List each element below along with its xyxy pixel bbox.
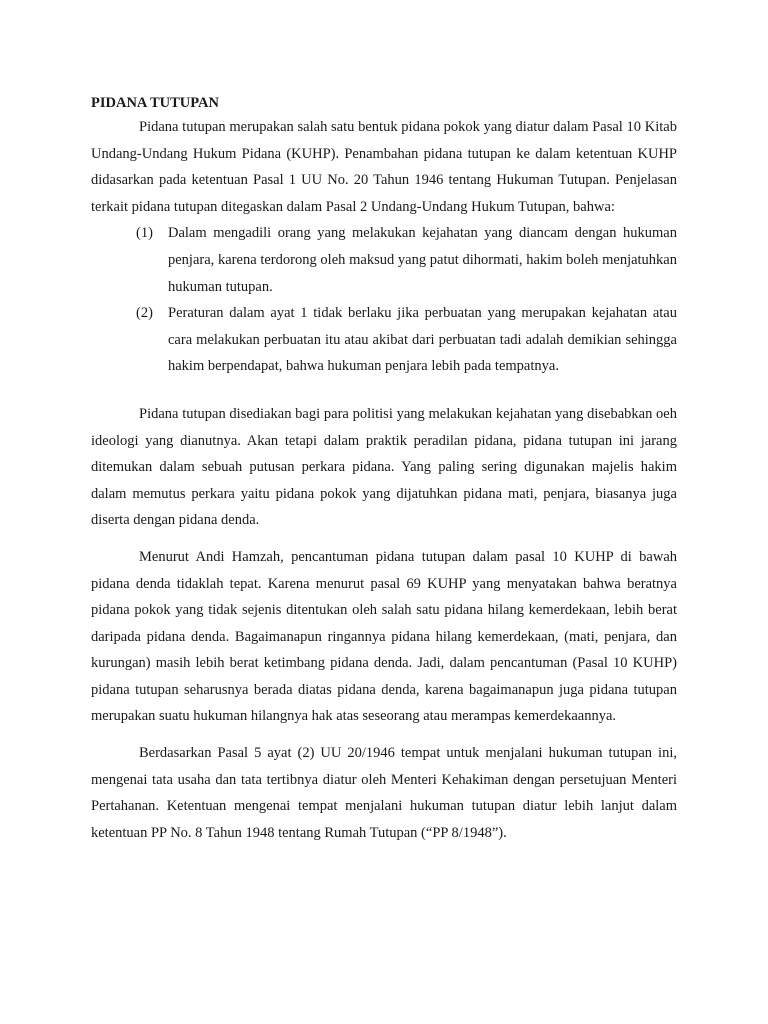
paragraph-2: Pidana tutupan disediakan bagi para politisi yang melakukan kejahatan yang disebabkan oeh ideologi yang dianutnya. Akan tetapi dalam praktik peradilan pidana, pidana tutupan ini jarang ditemukan dalam sebuah putusan perkara pidana. Yang paling sering digunakan majelis hakim dalam memutus perkara yaitu pidana pokok yang dijatuhkan pidana mati, penjara, biasanya juga diserta dengan pidana denda. bbox=[91, 405, 677, 529]
paragraph-3: Menurut Andi Hamzah, pencantuman pidana tutupan dalam pasal 10 KUHP di bawah pidana denda tidaklah tepat. Karena menurut pasal 69 KUHP yang menyatakan bahwa beratnya pidana pokok yang tidak sejenis ditentukan oleh salah satu pidana hilang kemerdekaan, lebih berat daripada pidana denda. Bagaimanapun ringannya pidana hilang kemerdekaan, (mati, penjara, dan kurungan) masih lebih berat ketimbang pidana denda. Jadi, dalam pencantuman (Pasal 10 KUHP) pidana tutupan seharusnya berada diatas pidana denda, karena bagaimanapun juga pidana tutupan merupakan suatu hukuman hilangnya hak atas seseorang atau merampas kemerdekaannya. bbox=[91, 548, 677, 725]
list-item-number: (2) bbox=[136, 305, 153, 322]
list-item bbox=[91, 220, 677, 300]
article-list bbox=[91, 220, 677, 380]
document-body bbox=[91, 92, 677, 846]
list-item-text: Dalam mengadili orang yang melakukan kejahatan yang diancam dengan hukuman penjara, karena terdorong oleh maksud yang patut dihormati, hakim boleh menjatuhkan hukuman tutupan. bbox=[168, 225, 677, 295]
list-item bbox=[91, 300, 677, 380]
paragraph-1: Pidana tutupan merupakan salah satu bentuk pidana pokok yang diatur dalam Pasal 10 Kitab Undang-Undang Hukum Pidana (KUHP). Penambahan pidana tutupan ke dalam ketentuan KUHP didasarkan pada ketentuan Pasal 1 UU No. 20 Tahun 1946 tentang Hukuman Tutupan. Penjelasan terkait pidana tutupan ditegaskan dalam Pasal 2 Undang-Undang Hukum Tutupan, bahwa: bbox=[91, 119, 677, 215]
list-item-text: Peraturan dalam ayat 1 tidak berlaku jika perbuatan yang merupakan kejahatan atau cara melakukan perbuatan itu atau akibat dari perbuatan tadi adalah demikian sehingga hakim berpendapat, bahwa hukuman penjara lebih pada tempatnya. bbox=[168, 305, 677, 375]
paragraph-4: Berdasarkan Pasal 5 ayat (2) UU 20/1946 tempat untuk menjalani hukuman tutupan ini, mengenai tata usaha dan tata tertibnya diatur oleh Menteri Kehakiman dengan persetujuan Menteri Pertahanan. Ketentuan mengenai tempat menjalani hukuman tutupan diatur lebih lanjut dalam ketentuan PP No. 8 Tahun 1948 tentang Rumah Tutupan (“PP 8/1948”). bbox=[91, 745, 677, 841]
list-item-number: (1) bbox=[136, 225, 153, 242]
document-title: PIDANA TUTUPAN bbox=[91, 95, 219, 111]
